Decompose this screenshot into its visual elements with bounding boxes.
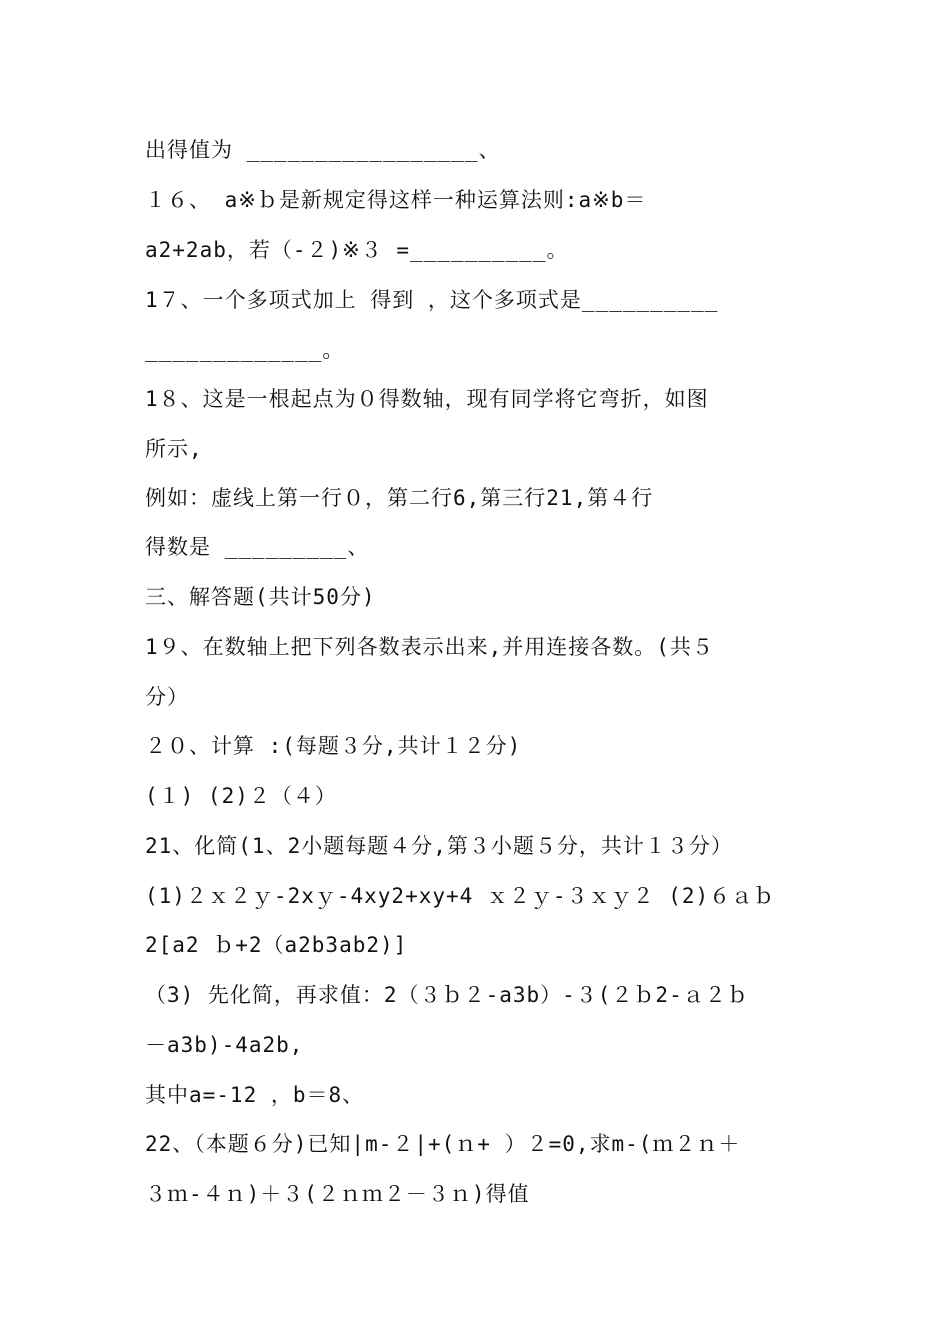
text-line-21: 22、（本题６分)已知|m-２|+(ｎ+ ）２=0,求m-(ｍ２ｎ＋ (145, 1132, 741, 1156)
text-line-3: a2+2ab，若（-２)※３ =__________。 (145, 238, 569, 262)
text-line-10: 三、解答题(共计50分) (145, 585, 376, 609)
text-line-5: _____________。 (145, 338, 345, 362)
text-line-11: 1９、在数轴上把下列各数表示出来,并用连接各数。(共５ (145, 635, 714, 659)
text-line-19: －a3b)-4a2b, (145, 1033, 304, 1057)
text-line-9: 得数是 _________、 (145, 535, 370, 559)
text-line-17: 2[a2 ｂ+2（a2b3ab2)] (145, 933, 408, 957)
text-line-13: ２０、计算 :(每题３分,共计１２分) (145, 734, 522, 758)
text-line-2: １６、 a※ｂ是新规定得这样一种运算法则:a※b＝ (145, 188, 647, 212)
text-line-15: 21、化简(1、2小题每题４分,第３小题５分，共计１３分） (145, 834, 733, 858)
text-line-20: 其中a=-12 ，b＝8、 (145, 1083, 365, 1107)
text-line-8: 例如：虚线上第一行０，第二行6,第三行21,第４行 (145, 486, 654, 510)
text-line-1: 出得值为 _________________、 (145, 138, 501, 162)
text-line-22: ３ｍ-４ｎ)＋３(２ｎｍ２－３ｎ)得值 (145, 1182, 530, 1206)
text-line-6: 1８、这是一根起点为０得数轴，现有同学将它弯折，如图 (145, 387, 709, 411)
text-line-14: (１) (2)２（４） (145, 784, 337, 808)
text-line-7: 所示, (145, 437, 203, 461)
text-line-4: 1７、一个多项式加上 得到 ，这个多项式是__________ (145, 288, 719, 312)
text-line-16: (1)２ｘ２ｙ-2xｙ-4xy2+xy+4 ｘ２ｙ-３ｘｙ２ (2)６ａｂ (145, 884, 776, 908)
text-line-12: 分） (145, 685, 189, 709)
text-line-18: （3) 先化简，再求值：2（３ｂ２-a3b）-３(２ｂ2-ａ２ｂ (145, 983, 749, 1007)
